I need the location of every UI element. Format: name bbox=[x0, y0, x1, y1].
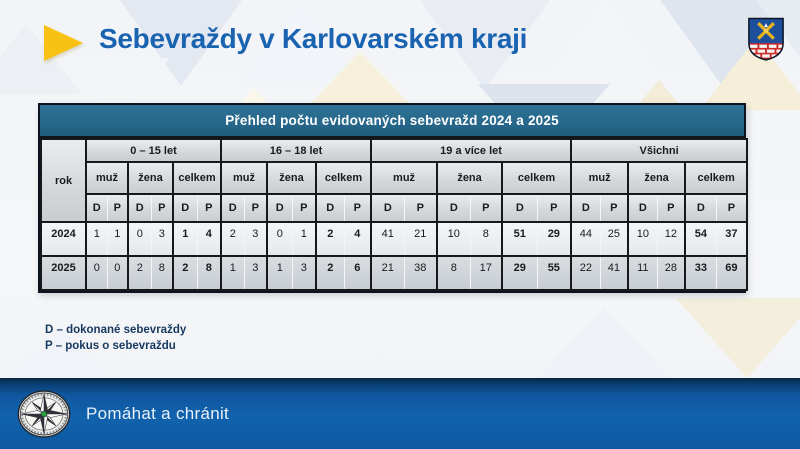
table-cell: 1 bbox=[221, 256, 244, 290]
table-cell: 3 bbox=[244, 222, 267, 256]
arrow-bullet-icon bbox=[44, 25, 83, 61]
column-header-zena: žena bbox=[267, 162, 316, 194]
column-header-muz: muž bbox=[571, 162, 628, 194]
table-cell: 1 bbox=[173, 222, 197, 256]
age-group-header-all: Všichni bbox=[571, 139, 747, 162]
column-header-d: D bbox=[128, 194, 151, 222]
column-header-p: P bbox=[151, 194, 173, 222]
year-column-header: rok bbox=[41, 139, 86, 222]
table-cell: 8 bbox=[151, 256, 173, 290]
column-header-celkem: celkem bbox=[316, 162, 371, 194]
column-header-celkem: celkem bbox=[173, 162, 221, 194]
column-header-celkem: celkem bbox=[685, 162, 747, 194]
table-cell: 0 bbox=[86, 256, 107, 290]
column-header-d: D bbox=[628, 194, 657, 222]
table-cell: 0 bbox=[107, 256, 128, 290]
background-triangle bbox=[538, 308, 670, 378]
karlovy-vary-coat-of-arms-icon bbox=[747, 16, 785, 61]
column-header-p: P bbox=[404, 194, 437, 222]
column-header-d: D bbox=[502, 194, 537, 222]
table-cell: 54 bbox=[685, 222, 716, 256]
legend-line-d: D – dokonané sebevraždy bbox=[45, 324, 187, 336]
table-cell: 8 bbox=[470, 222, 502, 256]
background-triangle bbox=[676, 298, 800, 378]
column-header-p: P bbox=[107, 194, 128, 222]
column-header-p: P bbox=[197, 194, 221, 222]
table-cell: 2 bbox=[128, 256, 151, 290]
column-header-d: D bbox=[267, 194, 292, 222]
table-cell: 29 bbox=[537, 222, 571, 256]
column-header-zena: žena bbox=[128, 162, 173, 194]
footer-motto: Pomáhat a chránit bbox=[86, 403, 230, 423]
column-header-p: P bbox=[470, 194, 502, 222]
table-cell: 3 bbox=[292, 256, 316, 290]
column-header-muz: muž bbox=[221, 162, 267, 194]
table-cell: 38 bbox=[404, 256, 437, 290]
column-header-p: P bbox=[600, 194, 628, 222]
column-header-d: D bbox=[371, 194, 404, 222]
sex-header-row bbox=[41, 162, 747, 194]
column-header-muz: muž bbox=[371, 162, 437, 194]
column-header-muz: muž bbox=[86, 162, 128, 194]
slide-header bbox=[0, 0, 800, 95]
column-header-d: D bbox=[173, 194, 197, 222]
table-legend bbox=[45, 322, 186, 354]
table-cell: 4 bbox=[197, 222, 221, 256]
table-cell: 17 bbox=[470, 256, 502, 290]
age-group-header-19plus: 19 a více let bbox=[371, 139, 571, 162]
footer-bar bbox=[0, 378, 800, 449]
column-header-p: P bbox=[716, 194, 747, 222]
column-header-zena: žena bbox=[437, 162, 502, 194]
table-cell: 10 bbox=[628, 222, 657, 256]
table-cell: 51 bbox=[502, 222, 537, 256]
column-header-celkem: celkem bbox=[502, 162, 571, 194]
table-cell: 11 bbox=[628, 256, 657, 290]
table-cell: 3 bbox=[151, 222, 173, 256]
table-cell: 4 bbox=[344, 222, 371, 256]
table-cell: 55 bbox=[537, 256, 571, 290]
table-cell: 0 bbox=[267, 222, 292, 256]
column-header-p: P bbox=[657, 194, 685, 222]
table-cell: 0 bbox=[128, 222, 151, 256]
police-badge-icon bbox=[17, 389, 71, 439]
table-cell: 1 bbox=[267, 256, 292, 290]
table-cell: 2 bbox=[316, 256, 344, 290]
table-cell: 12 bbox=[657, 222, 685, 256]
table-cell: 10 bbox=[437, 222, 470, 256]
table-cell: 69 bbox=[716, 256, 747, 290]
year-cell: 2024 bbox=[41, 222, 86, 256]
table-cell: 25 bbox=[600, 222, 628, 256]
column-header-p: P bbox=[292, 194, 316, 222]
table-cell: 41 bbox=[600, 256, 628, 290]
age-group-header-16-18: 16 – 18 let bbox=[221, 139, 371, 162]
column-header-d: D bbox=[316, 194, 344, 222]
column-header-p: P bbox=[537, 194, 571, 222]
table-cell: 33 bbox=[685, 256, 716, 290]
table-cell: 1 bbox=[107, 222, 128, 256]
column-header-d: D bbox=[437, 194, 470, 222]
table-cell: 3 bbox=[244, 256, 267, 290]
table-cell: 29 bbox=[502, 256, 537, 290]
table-cell: 21 bbox=[404, 222, 437, 256]
table-cell: 2 bbox=[173, 256, 197, 290]
table-cell: 8 bbox=[437, 256, 470, 290]
table-cell: 41 bbox=[371, 222, 404, 256]
data-row-2025 bbox=[41, 256, 747, 290]
year-cell: 2025 bbox=[41, 256, 86, 290]
data-row-2024 bbox=[41, 222, 747, 256]
column-header-d: D bbox=[685, 194, 716, 222]
table-cell: 2 bbox=[221, 222, 244, 256]
column-header-d: D bbox=[221, 194, 244, 222]
legend-line-p: P – pokus o sebevraždu bbox=[45, 340, 176, 352]
table-cell: 8 bbox=[197, 256, 221, 290]
table-cell: 22 bbox=[571, 256, 600, 290]
dp-header-row bbox=[41, 194, 747, 222]
column-header-p: P bbox=[344, 194, 371, 222]
table-cell: 28 bbox=[657, 256, 685, 290]
table-cell: 44 bbox=[571, 222, 600, 256]
table-cell: 37 bbox=[716, 222, 747, 256]
page-title: Sebevraždy v Karlovarském kraji bbox=[99, 23, 528, 54]
statistics-table bbox=[38, 103, 746, 293]
column-header-d: D bbox=[86, 194, 107, 222]
column-header-p: P bbox=[244, 194, 267, 222]
table-cell: 1 bbox=[292, 222, 316, 256]
column-header-d: D bbox=[571, 194, 600, 222]
table-title: Přehled počtu evidovaných sebevražd 2024 a 2025 bbox=[40, 105, 744, 138]
column-header-zena: žena bbox=[628, 162, 685, 194]
suicide-data-table bbox=[40, 138, 748, 291]
age-group-header-0-15: 0 – 15 let bbox=[86, 139, 221, 162]
table-cell: 6 bbox=[344, 256, 371, 290]
age-group-header-row bbox=[41, 139, 747, 162]
table-cell: 2 bbox=[316, 222, 344, 256]
table-cell: 1 bbox=[86, 222, 107, 256]
table-cell: 21 bbox=[371, 256, 404, 290]
